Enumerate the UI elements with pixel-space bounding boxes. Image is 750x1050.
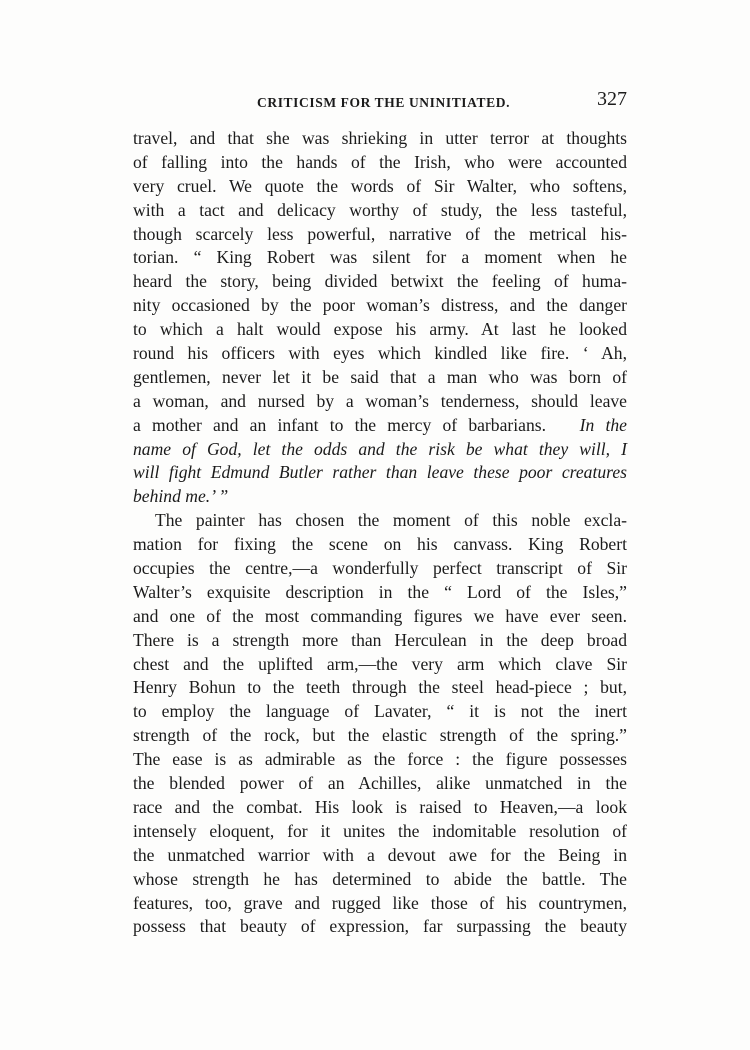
text-line: There is a strength more than Herculean in the deep broad (133, 629, 627, 650)
text-line: though scarcely less powerful, narrative of the metrical his- (133, 223, 627, 244)
italic-segment: In the (579, 414, 627, 435)
text-line: the unmatched warrior with a devout awe for the Being in (133, 844, 627, 865)
text-line: and one of the most commanding figures we have ever seen. (133, 605, 627, 626)
text-line: Walter’s exquisite description in the “ Lord of the Isles,” (133, 581, 627, 602)
text-line: race and the combat. His look is raised to Heaven,—a look (133, 796, 627, 817)
page-number: 327 (597, 88, 627, 110)
text-line: Henry Bohun to the teeth through the steel head-piece ; but, (133, 677, 627, 698)
text-line: heard the story, being divided betwixt the feeling of huma- (133, 271, 627, 292)
text-line: mation for fixing the scene on his canvass. King Robert (133, 534, 627, 555)
text-line: travel, and that she was shrieking in utter terror at thoughts (133, 128, 627, 148)
running-head: CRITICISM FOR THE UNINITIATED. (257, 95, 511, 110)
page-header (133, 88, 627, 118)
text-line: to employ the language of Lavater, “ it is not the inert (133, 701, 627, 722)
text-line: strength of the rock, but the elastic strength of the spring.” (133, 725, 627, 746)
text-line: very cruel. We quote the words of Sir Walter, who softens, (133, 175, 627, 196)
text-line: whose strength he has determined to abide the battle. The (133, 868, 627, 889)
text-line: gentlemen, never let it be said that a man who was born of (133, 366, 627, 387)
text-line: round his officers with eyes which kindled like fire. ‘ Ah, (133, 343, 627, 364)
text-line: with a tact and delicacy worthy of study, the less tasteful, (133, 199, 627, 220)
text-line: occupies the centre,—a wonderfully perfect transcript of Sir (133, 558, 627, 579)
text-line: the blended power of an Achilles, alike unmatched in the (133, 773, 627, 794)
text-line: possess that beauty of expression, far surpassing the beauty (133, 916, 627, 937)
text-line: to which a halt would expose his army. At last he looked (133, 319, 627, 340)
body-text (133, 127, 627, 939)
italic-text-line: behind me.’ ” (133, 486, 229, 507)
paragraph-start-line: The painter has chosen the moment of this noble excla- (155, 510, 627, 531)
text-segment: a mother and an infant to the mercy of barbarians. (133, 414, 546, 435)
text-line: The ease is as admirable as the force : the figure possesses (133, 749, 627, 770)
text-line: features, too, grave and rugged like those of his countrymen, (133, 892, 627, 913)
text-line: nity occasioned by the poor woman’s distress, and the danger (133, 295, 627, 316)
text-line: torian. “ King Robert was silent for a moment when he (133, 247, 627, 268)
text-line: of falling into the hands of the Irish, who were accounted (133, 151, 627, 172)
text-line: a woman, and nursed by a woman’s tenderness, should leave (133, 390, 627, 411)
italic-text-line: name of God, let the odds and the risk be what they will, I (133, 438, 627, 459)
text-line: chest and the uplifted arm,—the very arm which clave Sir (133, 653, 627, 674)
text-line: intensely eloquent, for it unites the indomitable resolution of (133, 820, 627, 841)
text-line-mixed (133, 414, 627, 438)
italic-text-line: will fight Edmund Butler rather than leave these poor creatures (133, 462, 627, 483)
